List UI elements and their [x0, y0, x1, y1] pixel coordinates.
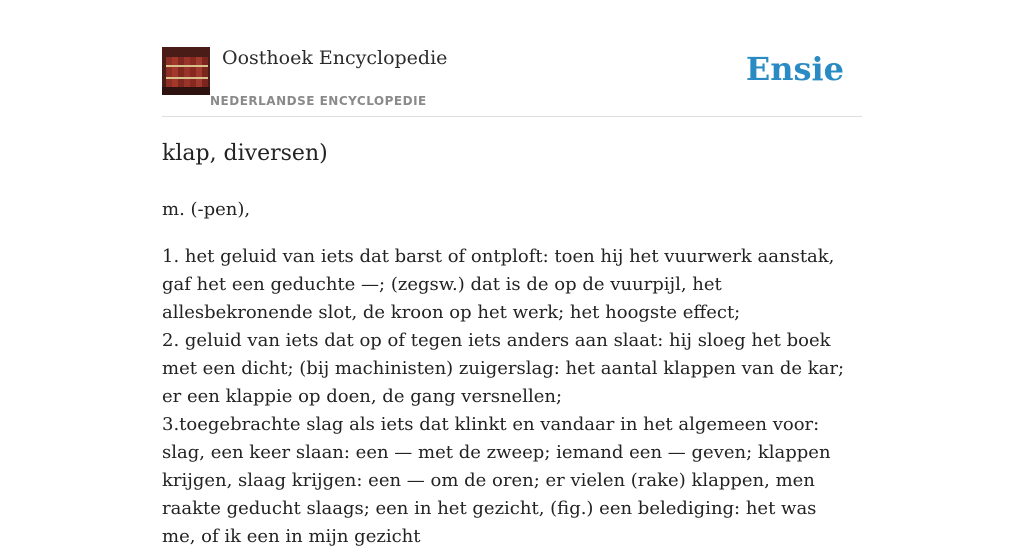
- ensie-logo-link[interactable]: Ensie: [745, 50, 844, 88]
- encyclopedia-avatar[interactable]: [162, 47, 210, 95]
- entry-definitions: [162, 243, 852, 551]
- definition-item-3: 3.toegebrachte slag als iets dat klinkt en vandaar in het algemeen voor: slag, een keer slaan: een — met de zweep; iemand een — geven; klappen krijgen, slaag krijgen: een — om de oren; er vielen (rake) klappen, men raakte geducht slaags; een in het gezicht, (fig.) een belediging: het was me, of ik een in mijn gezicht: [162, 414, 831, 547]
- definition-item-1: 1. het geluid van iets dat barst of ontploft: toen hij het vuurwerk aanstak, gaf het een geduchte —; (zegsw.) dat is de op de vuurpijl, het allesbekronende slot, de kroon op het werk; het hoogste effect;: [162, 246, 835, 323]
- site-header: [162, 44, 862, 117]
- definition-item-2: 2. geluid van iets dat op of tegen iets anders aan slaat: hij sloeg het boek met een dicht; (bij machinisten) zuigerslag: het aantal klappen van de kar; er een klappie op doen, de gang versnellen;: [162, 330, 845, 407]
- entry-grammar: m. (-pen),: [162, 199, 251, 220]
- site-name-link[interactable]: Oosthoek Encyclopedie: [222, 47, 448, 69]
- books-image: [162, 47, 210, 95]
- entry-content: [162, 138, 852, 551]
- entry-title: klap, diversen): [162, 141, 328, 166]
- site-subtitle: NEDERLANDSE ENCYCLOPEDIE: [210, 94, 427, 108]
